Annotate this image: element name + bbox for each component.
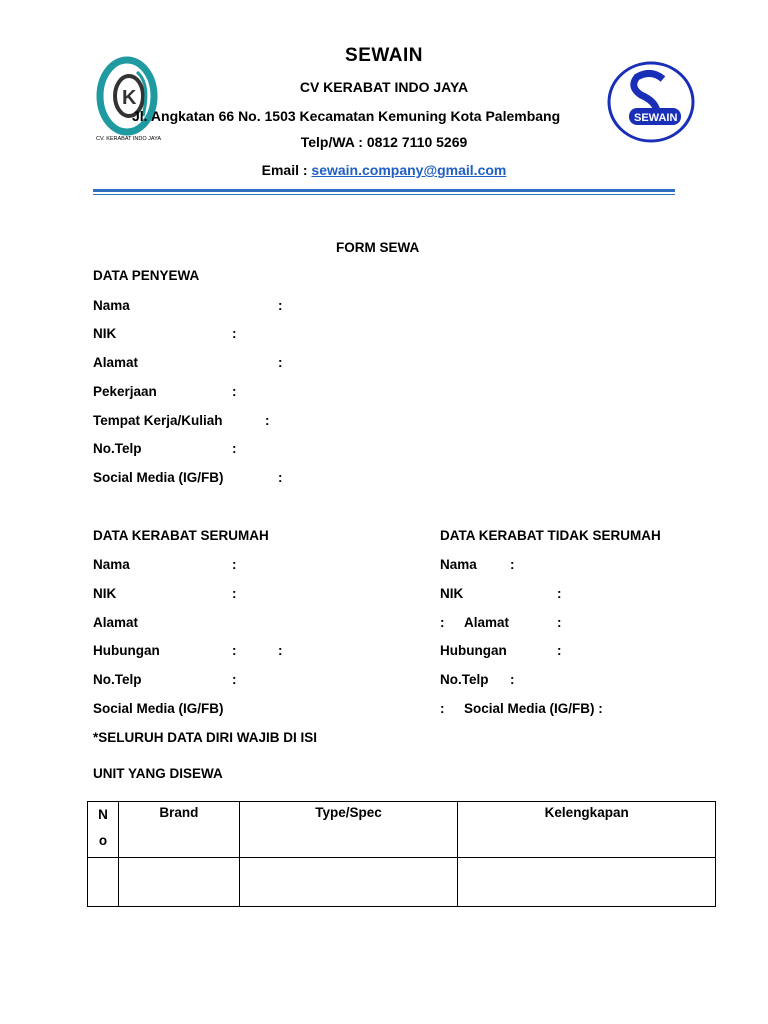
tidak-serumah-label-social-media: Social Media (IG/FB) :	[464, 701, 603, 716]
section-heading-unit: UNIT YANG DISEWA	[93, 766, 223, 781]
field-label-notelp: No.Telp	[93, 441, 142, 456]
column-header-type: Type/Spec	[239, 802, 458, 858]
tidak-serumah-label-notelp: No.Telp	[440, 672, 489, 687]
serumah-label-alamat: Alamat	[93, 615, 139, 630]
company-address: Jl. Angkatan 66 No. 1503 Kecamatan Kemuning Kota Palembang	[132, 108, 561, 124]
field-colon: :	[265, 413, 270, 428]
field-colon: :	[278, 355, 283, 370]
serumah-label-hubungan: Hubungan	[93, 643, 160, 658]
table-row	[88, 858, 716, 907]
field-colon: :	[232, 326, 237, 341]
serumah-label-social-media: Social Media (IG/FB)	[93, 701, 224, 716]
serumah-label-nama: Nama	[93, 557, 130, 572]
header-divider-thin	[93, 194, 675, 195]
column-header-kelengkapan: Kelengkapan	[458, 802, 716, 858]
tidak-serumah-label-hubungan: Hubungan	[440, 643, 507, 658]
company-email	[0, 162, 768, 178]
header-divider	[93, 189, 675, 192]
field-colon: :	[232, 441, 237, 456]
field-colon: :	[232, 586, 237, 601]
logo-caption: CV. KERABAT INDO JAYA	[96, 136, 162, 142]
column-header-no	[88, 802, 119, 858]
column-header-no-top: N	[98, 807, 108, 822]
table-cell-kelengkapan[interactable]	[458, 858, 716, 907]
company-logo-right	[607, 61, 695, 143]
email-link[interactable]: sewain.company@gmail.com	[311, 162, 507, 178]
field-colon: :	[232, 557, 237, 572]
form-title: FORM SEWA	[336, 240, 420, 255]
required-note: *SELURUH DATA DIRI WAJIB DI ISI	[93, 730, 318, 745]
section-heading-penyewa: DATA PENYEWA	[93, 268, 200, 283]
section-heading-serumah: DATA KERABAT SERUMAH	[93, 528, 269, 543]
serumah-label-nik: NIK	[93, 586, 117, 601]
column-header-no-bottom: o	[98, 833, 108, 848]
logo-letter: K	[122, 87, 137, 109]
field-colon: :	[278, 643, 283, 658]
field-colon: :	[557, 586, 562, 601]
company-phone: Telp/WA : 0812 7110 5269	[300, 134, 468, 150]
table-cell-no[interactable]	[88, 858, 119, 907]
company-name: CV KERABAT INDO JAYA	[299, 79, 469, 95]
tidak-serumah-label-nama: Nama	[440, 557, 477, 572]
column-header-brand: Brand	[118, 802, 239, 858]
table-cell-brand[interactable]	[118, 858, 239, 907]
tidak-serumah-label-nik: NIK	[440, 586, 464, 601]
table-cell-type[interactable]	[239, 858, 458, 907]
field-label-pekerjaan: Pekerjaan	[93, 384, 157, 399]
document-title: SEWAIN	[345, 45, 423, 66]
field-label-nik: NIK	[93, 326, 117, 341]
field-label-alamat: Alamat	[93, 355, 139, 370]
field-colon: :	[278, 470, 283, 485]
logo-text: SEWAIN	[634, 112, 678, 124]
field-colon: :	[232, 643, 237, 658]
tidak-serumah-label-alamat: Alamat	[464, 615, 510, 630]
section-heading-tidak-serumah: DATA KERABAT TIDAK SERUMAH	[440, 528, 661, 543]
field-colon: :	[557, 643, 562, 658]
field-label-tempat-kerja: Tempat Kerja/Kuliah	[93, 413, 223, 428]
field-colon: :	[510, 557, 515, 572]
field-colon: :	[232, 384, 237, 399]
table-header-row	[88, 802, 716, 858]
field-label-nama: Nama	[93, 298, 130, 313]
field-colon: :	[278, 298, 283, 313]
email-label: Email :	[261, 162, 312, 178]
field-colon: :	[557, 615, 562, 630]
unit-table	[87, 801, 716, 907]
field-colon: :	[440, 701, 445, 716]
field-colon: :	[232, 672, 237, 687]
field-colon: :	[440, 615, 445, 630]
field-label-social-media: Social Media (IG/FB)	[93, 470, 224, 485]
serumah-label-notelp: No.Telp	[93, 672, 142, 687]
field-colon: :	[510, 672, 515, 687]
